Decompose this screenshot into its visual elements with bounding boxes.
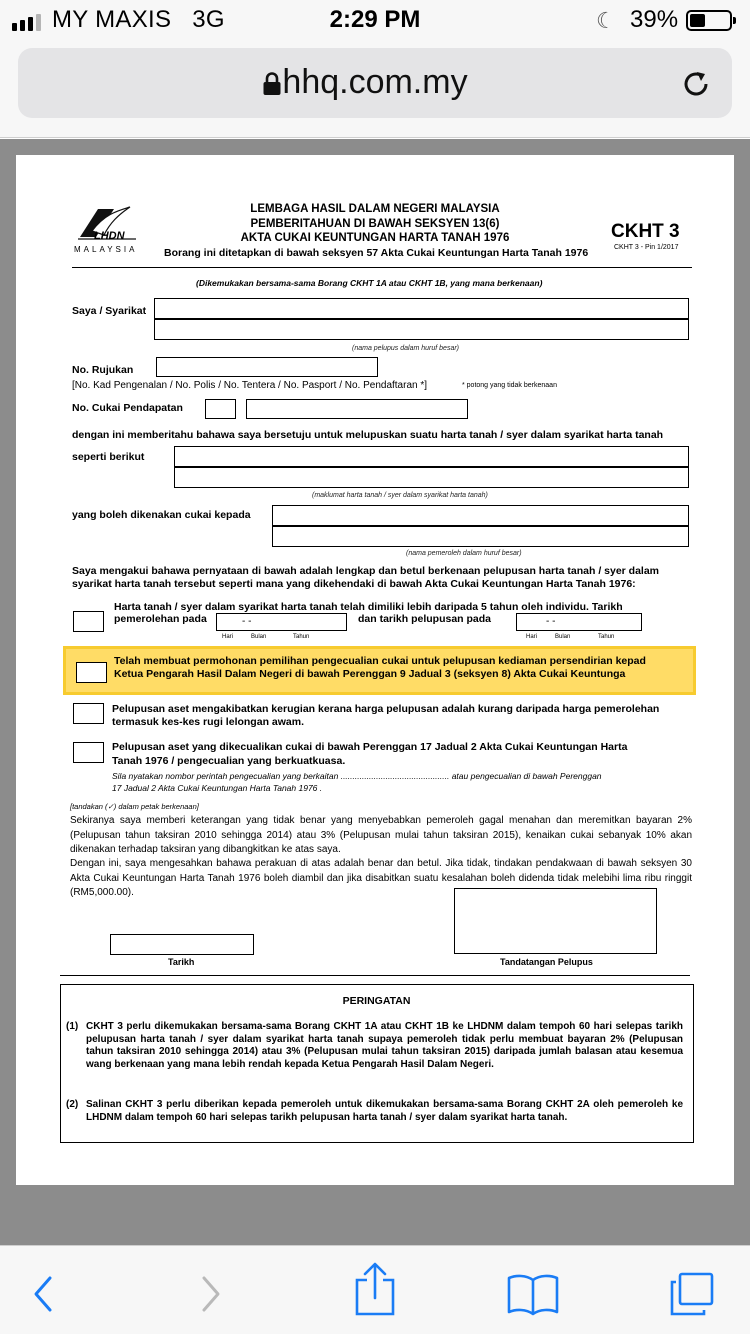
- logo-subtext: MALAYSIA: [74, 245, 138, 254]
- form-code: CKHT 3: [611, 221, 680, 242]
- tarikh-label: Tarikh: [168, 957, 195, 967]
- browser-address-area: [0, 40, 750, 138]
- seperti-label: seperti berikut: [72, 451, 145, 463]
- tandatangan-label: Tandatangan Pelupus: [500, 957, 593, 967]
- pemerolehan-date-separators: - -: [242, 616, 252, 627]
- browser-toolbar: [0, 1245, 750, 1334]
- rujukan-input[interactable]: [156, 357, 378, 377]
- back-button[interactable]: [22, 1272, 66, 1316]
- saya-input-line-1[interactable]: [154, 298, 689, 319]
- pemerolehan-hari: Hari: [222, 634, 234, 640]
- note-2-text: Salinan CKHT 3 perlu diberikan kepada pemeroleh untuk dikemukakan bersama-sama Borang CKHT 2A oleh pemeroleh ke LHDNM dalam tempoh 60 hari selepas tarikh pelupusan harta tanah / syer dalam syarikat harta tanah.: [86, 1099, 683, 1123]
- pelupusan-tahun: Tahun: [598, 634, 615, 640]
- note-1-text: CKHT 3 perlu dikemukakan bersama-sama Borang CKHT 1A atau CKHT 1B ke LHDNM dalam tempoh 60 hari selepas tarikh pelupusan harta tanah / syer dalam syarikat harta tanah supaya pemeroleh tidak perlu membuat bayaran 2% (Pelupusan tahun taksiran 2010 sehingga 2014) atau 3% (Pelupusan mulai tahun taksiran 2015) daripada jumlah balasan atau kesemua wang berkenaan yang mana lebih rendah kepada Ketua Pengarah Hasil Dalam Negeri.: [86, 1021, 683, 1070]
- acknowledge-line-1: Saya mengakui bahawa pernyataan di bawah adalah lengkap dan betul berkenaan pelupusan harta tanah / syer dalam: [72, 565, 660, 577]
- option-1-pelupusan-label: dan tarikh pelupusan pada: [358, 613, 492, 625]
- option-2-checkbox[interactable]: [76, 662, 107, 683]
- page-viewport[interactable]: [0, 139, 750, 1245]
- option-3-line-1: Pelupusan aset mengakibatkan kerugian kerana harga pelupusan adalah kurang daripada harga pemerolehan: [112, 703, 660, 715]
- battery-percentage: 39%: [630, 6, 679, 33]
- submit-note: (Dikemukakan bersama-sama Borang CKHT 1A atau CKHT 1B, yang mana berkenaan): [196, 278, 543, 288]
- share-button[interactable]: [352, 1262, 398, 1316]
- kepada-hint: (nama pemeroleh dalam huruf besar): [406, 550, 522, 557]
- tarikh-input[interactable]: [110, 934, 254, 955]
- peringatan-box: [60, 984, 694, 1143]
- rujukan-note: * potong yang tidak berkenaan: [462, 382, 557, 389]
- address-bar[interactable]: [18, 48, 732, 118]
- seperti-hint: (maklumat harta tanah / syer dalam syarikat harta tanah): [312, 492, 488, 499]
- note-2-number: (2): [66, 1099, 79, 1110]
- option-1-checkbox[interactable]: [73, 611, 104, 632]
- forward-button[interactable]: [188, 1272, 232, 1316]
- option-3-checkbox[interactable]: [73, 703, 104, 724]
- option-2-frame: [63, 646, 696, 695]
- option-3-line-2: termasuk kes-kes rugi lelongan awam.: [112, 716, 304, 728]
- header-line-4: Borang ini ditetapkan di bawah seksyen 57 Akta Cukai Keuntungan Harta Tanah 1976: [164, 247, 589, 259]
- penalty-paragraph: Sekiranya saya memberi keterangan yang tidak benar yang menyebabkan pemeroleh gagal menahan dan meremitkan bayaran 2% (Pelupusan tahun taksiran 2010 sehingga 2014) atau 3% (Pelupusan mulai tahun taksiran 2015), kenaikan cukai sebanyak 10% akan dikenakan terhadap taksiran yang dibangkitkan ke atas saya.: [70, 815, 692, 855]
- pelupusan-date-input[interactable]: [516, 613, 642, 631]
- pemerolehan-tahun: Tahun: [293, 634, 310, 640]
- option-1-pemerolehan-label: pemerolehan pada: [114, 613, 207, 625]
- header-line-2: PEMBERITAHUAN DI BAWAH SEKSYEN 13(6): [250, 218, 500, 230]
- kepada-input-line-2[interactable]: [272, 526, 689, 547]
- saya-input-line-2[interactable]: [154, 319, 689, 340]
- certify-paragraph: Dengan ini, saya mengesahkan bahawa perakuan di atas adalah benar dan betul. Jika tidak, tindakan pendakwaan di bawah seksyen 30 Akta Cukai Keuntungan Harta Tanah 1976 boleh diambil dan jika disabitkan suatu kesalahan boleh didenda tidak melebihi lima ribu ringgit (RM5,000.00).: [70, 858, 692, 898]
- battery-fill: [690, 14, 705, 27]
- cukai-label: No. Cukai Pendapatan: [72, 402, 183, 414]
- bookmarks-button[interactable]: [506, 1272, 560, 1316]
- kepada-label: yang boleh dikenakan cukai kepada: [72, 509, 251, 521]
- option-2-line-1: Telah membuat permohonan pemilihan pengecualian cukai untuk pelupusan kediaman persendirian kepad: [114, 655, 646, 667]
- reload-icon[interactable]: [680, 68, 712, 100]
- peringatan-title: PERINGATAN: [342, 995, 411, 1007]
- saya-label: Saya / Syarikat: [72, 305, 147, 317]
- header-line-3: AKTA CUKAI KEUNTUNGAN HARTA TANAH 1976: [240, 232, 510, 244]
- battery-icon: [686, 10, 732, 31]
- cukai-number-input[interactable]: [246, 399, 468, 419]
- option-4-note-1: Sila nyatakan nombor perintah pengecualian yang berkaitan .............................................. atau pengecualian di bawah Perenggan: [112, 771, 602, 781]
- pelupusan-bulan: Bulan: [555, 634, 571, 640]
- do-not-disturb-icon: ☾: [596, 8, 616, 33]
- ckht3-form-page: [16, 155, 734, 1185]
- network-type: 3G: [192, 6, 225, 33]
- option-4-line-2: Tanah 1976 / pengecualian yang berkuatkuasa.: [112, 755, 346, 767]
- status-bar: [0, 0, 750, 40]
- seperti-input-line-1[interactable]: [174, 446, 689, 467]
- pelupusan-date-separators: - -: [546, 616, 556, 627]
- acknowledge-line-2: syarikat harta tanah tersebut seperti mana yang dikehendaki di bawah Akta Cukai Keuntungan Harta Tanah 1976:: [72, 578, 636, 590]
- declare-line: dengan ini memberitahu bahawa saya bersetuju untuk melupuskan suatu harta tanah / syer dalam syarikat harta tanah: [72, 429, 664, 441]
- header-line-1: LEMBAGA HASIL DALAM NEGERI MALAYSIA: [250, 203, 500, 215]
- signature-box[interactable]: [454, 888, 657, 954]
- option-4-line-1: Pelupusan aset yang dikecualikan cukai di bawah Perenggan 17 Jadual 2 Akta Cukai Keuntungan Harta: [112, 741, 628, 753]
- header-divider: [72, 267, 692, 268]
- rujukan-label: No. Rujukan: [72, 364, 134, 376]
- option-4-checkbox[interactable]: [73, 742, 104, 763]
- pemerolehan-date-input[interactable]: [216, 613, 347, 631]
- option-1-line-1: Harta tanah / syer dalam syarikat harta tanah telah dimiliki lebih daripada 5 tahun oleh individu. Tarikh: [114, 601, 623, 613]
- logo-text: LHDN: [94, 230, 125, 242]
- carrier-name: MY MAXIS: [52, 6, 172, 33]
- rujukan-types: [No. Kad Pengenalan / No. Polis / No. Tentera / No. Pasport / No. Pendaftaran *]: [72, 380, 428, 391]
- option-2-line-2: Ketua Pengarah Hasil Dalam Negeri di bawah Perenggan 9 Jadual 3 (seksyen 8) Akta Cukai Keuntunga: [114, 668, 626, 680]
- seperti-input-line-2[interactable]: [174, 467, 689, 488]
- pelupusan-hari: Hari: [526, 634, 538, 640]
- tabs-button[interactable]: [668, 1272, 716, 1316]
- note-1-number: (1): [66, 1021, 79, 1032]
- form-version: CKHT 3 - Pin 1/2017: [614, 244, 679, 251]
- pemerolehan-bulan: Bulan: [251, 634, 267, 640]
- url-text[interactable]: hhq.com.my: [282, 63, 468, 101]
- option-4-note-2: 17 Jadual 2 Akta Cukai Keuntungan Harta Tanah 1976 .: [112, 783, 323, 793]
- clock: 2:29 PM: [329, 6, 421, 33]
- tick-note: [tandakan (✓) dalam petak berkenaan]: [70, 802, 199, 811]
- saya-hint: (nama pelupus dalam huruf besar): [352, 345, 460, 352]
- kepada-input-line-1[interactable]: [272, 505, 689, 526]
- signature-divider: [60, 975, 690, 976]
- cukai-prefix-input[interactable]: [205, 399, 236, 419]
